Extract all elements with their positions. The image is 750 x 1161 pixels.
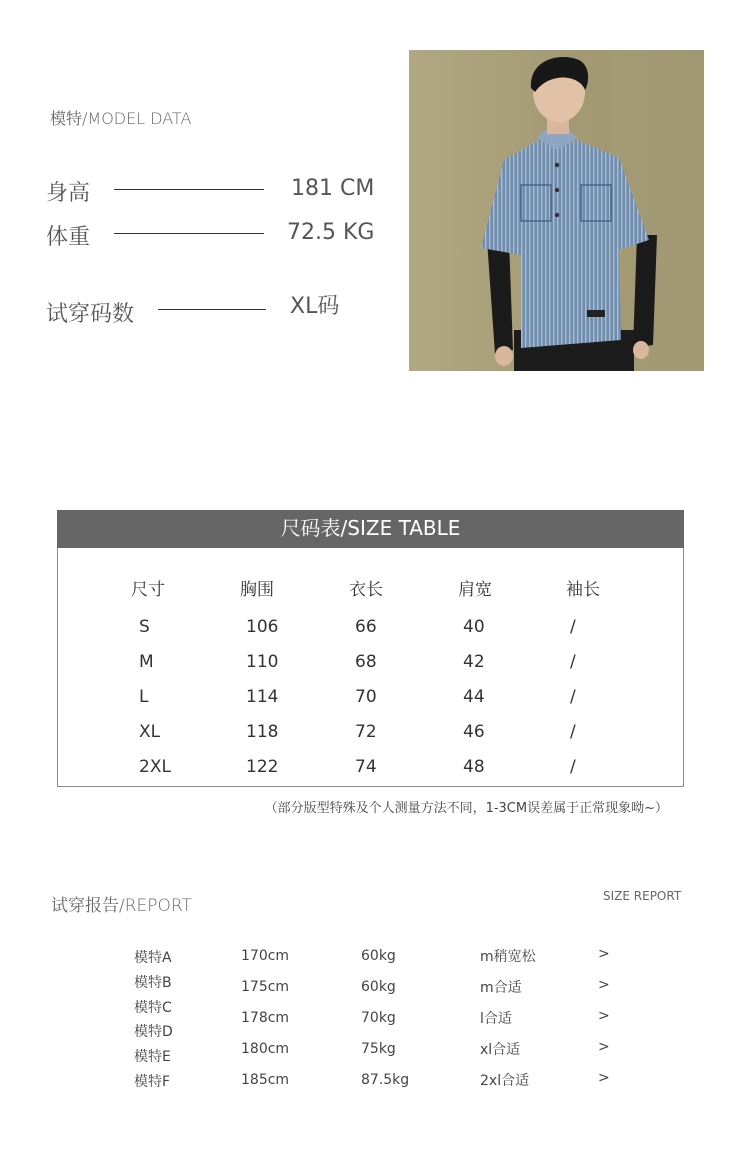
size-cell: 70 [355, 687, 377, 707]
size-cell: 40 [463, 617, 485, 637]
report-arrow-icon[interactable]: > [598, 1039, 610, 1055]
report-fit: l合适 [480, 1011, 512, 1027]
size-cell: 2XL [139, 757, 171, 777]
size-cell: 74 [355, 757, 377, 777]
weight-value: 72.5 KG [287, 220, 375, 245]
size-cell: 118 [246, 722, 279, 742]
report-arrow-icon[interactable]: > [598, 1070, 610, 1086]
size-cell: XL [139, 722, 161, 742]
report-height: 175cm [241, 979, 290, 995]
report-height: 178cm [241, 1010, 290, 1026]
size-header-shoulder: 肩宽 [458, 580, 492, 600]
report-title: 试穿报告/REPORT [51, 896, 192, 916]
report-weight: 70kg [361, 1010, 396, 1026]
report-model: 模特C [134, 1000, 172, 1016]
size-cell: M [139, 652, 154, 672]
report-model: 模特A [134, 950, 172, 966]
size-cell: / [570, 687, 576, 707]
report-model: 模特E [134, 1049, 171, 1065]
size-table-title: 尺码表/SIZE TABLE [57, 510, 684, 548]
report-fit: m合适 [480, 980, 522, 996]
report-model: 模特F [134, 1074, 171, 1090]
report-weight: 60kg [361, 948, 396, 964]
model-data-title: 模特/MODEL DATA [50, 109, 192, 128]
size-cell: 44 [463, 687, 485, 707]
size-cell: S [139, 617, 150, 637]
measurement-note: （部分版型特殊及个人测量方法不同，1-3CM误差属于正常现象呦~） [264, 801, 668, 816]
fit-size-label: 试穿码数 [46, 302, 135, 327]
size-cell: 122 [246, 757, 279, 777]
report-model: 模特D [134, 1024, 173, 1040]
report-fit: 2xl合适 [480, 1073, 530, 1089]
size-cell: 42 [463, 652, 485, 672]
size-header-length: 衣长 [349, 580, 383, 600]
report-weight: 60kg [361, 979, 396, 995]
size-cell: 46 [463, 722, 485, 742]
report-height: 170cm [241, 948, 290, 964]
fit-size-divider [158, 309, 266, 310]
size-table [57, 510, 684, 787]
report-arrow-icon[interactable]: > [598, 977, 610, 993]
height-label: 身高 [46, 181, 91, 206]
size-cell: 68 [355, 652, 377, 672]
report-arrow-icon[interactable]: > [598, 946, 610, 962]
size-header-size: 尺寸 [131, 580, 165, 600]
weight-divider [114, 233, 264, 234]
height-divider [114, 189, 264, 190]
size-header-chest: 胸围 [240, 580, 274, 600]
model-photo [409, 50, 704, 371]
size-cell: 48 [463, 757, 485, 777]
size-cell: / [570, 652, 576, 672]
size-cell: 110 [246, 652, 279, 672]
size-header-sleeve: 袖长 [566, 580, 600, 600]
size-cell: 106 [246, 617, 279, 637]
height-value: 181 CM [291, 176, 375, 201]
report-weight: 75kg [361, 1041, 396, 1057]
report-arrow-icon[interactable]: > [598, 1008, 610, 1024]
size-cell: L [139, 687, 149, 707]
report-model: 模特B [134, 975, 172, 991]
size-report-tag: SIZE REPORT [603, 889, 682, 903]
model-figure-illustration [409, 50, 704, 371]
size-cell: 72 [355, 722, 377, 742]
size-cell: / [570, 722, 576, 742]
report-weight: 87.5kg [361, 1072, 410, 1088]
size-cell: 66 [355, 617, 377, 637]
size-cell: / [570, 617, 576, 637]
report-fit: xl合适 [480, 1042, 521, 1058]
report-fit: m稍宽松 [480, 949, 536, 965]
fit-size-value: XL码 [290, 294, 340, 319]
report-height: 185cm [241, 1072, 290, 1088]
size-cell: 114 [246, 687, 279, 707]
weight-label: 体重 [46, 225, 91, 250]
size-cell: / [570, 757, 576, 777]
report-height: 180cm [241, 1041, 290, 1057]
